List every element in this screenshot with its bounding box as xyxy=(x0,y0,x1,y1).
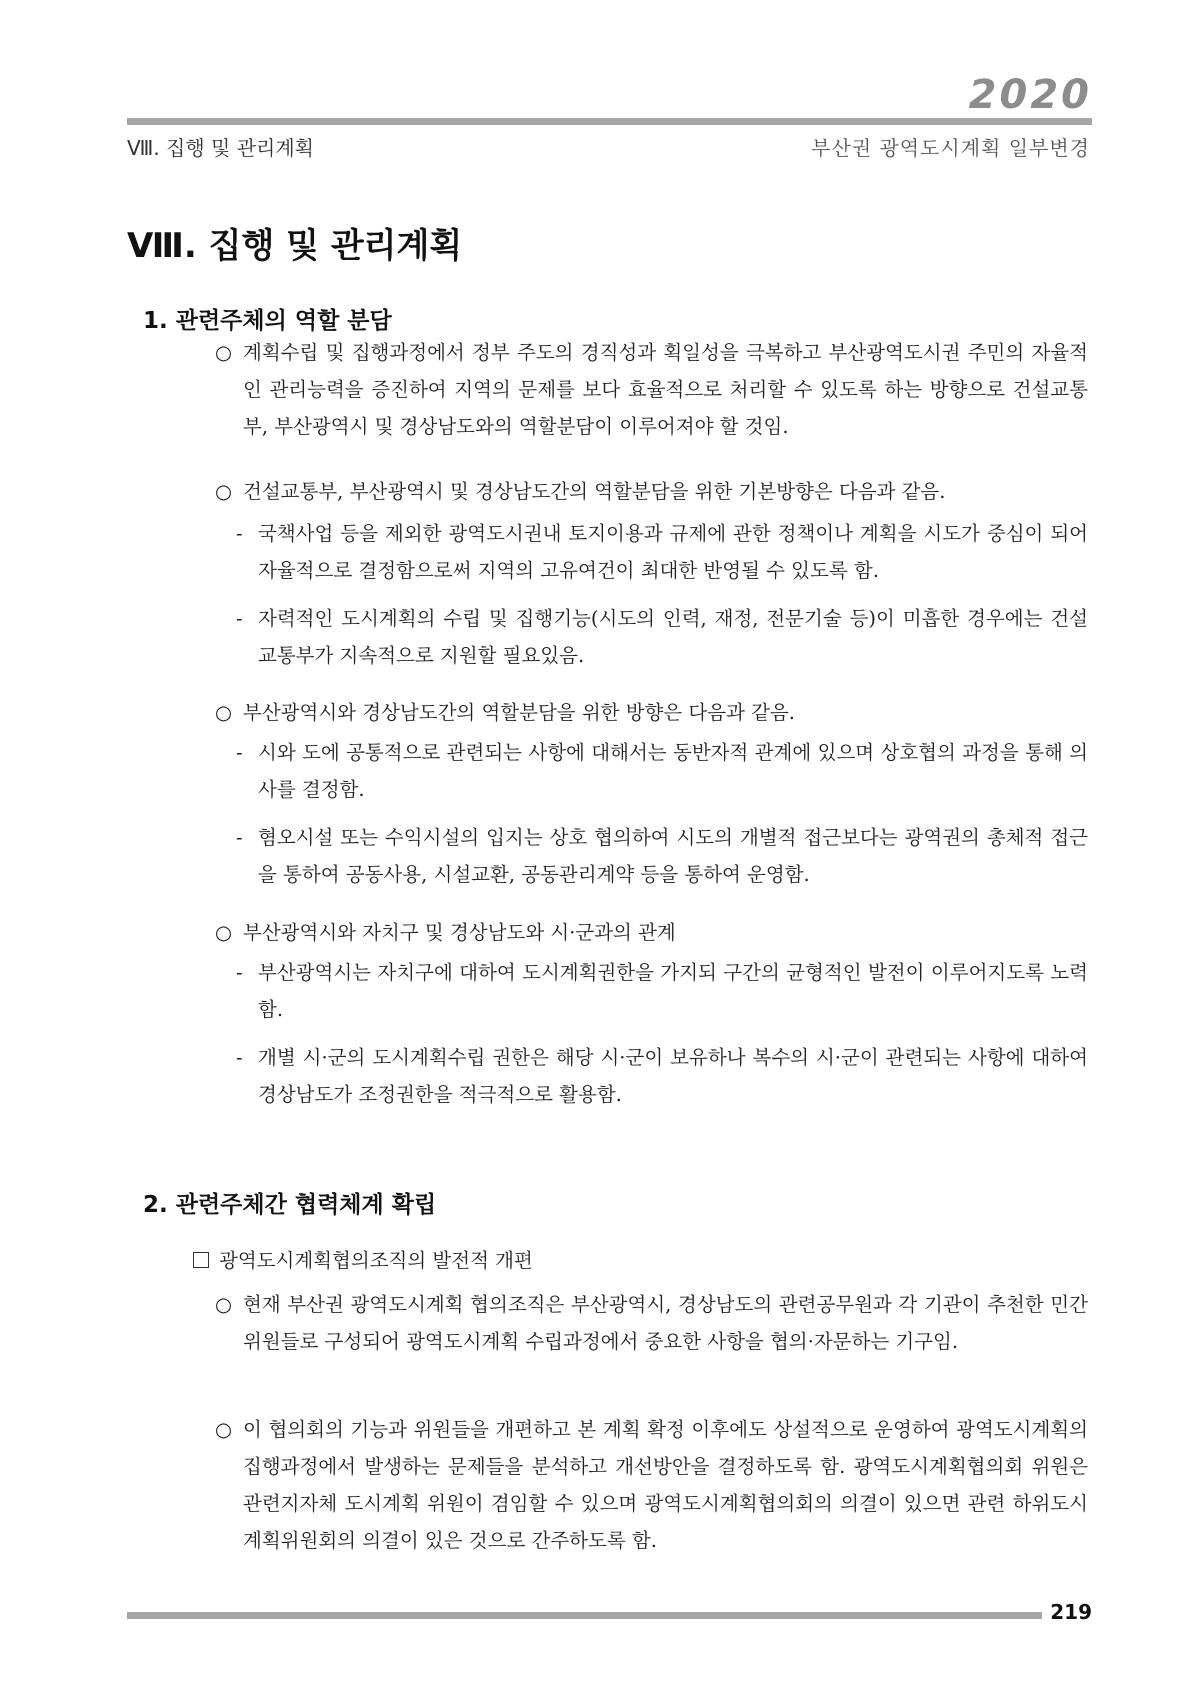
paragraph-text: 건설교통부, 부산광역시 및 경상남도간의 역할분담을 위한 기본방향은 다음과 같음. xyxy=(243,480,946,503)
section-1-paragraph-3-item-2 xyxy=(236,819,1088,893)
paragraph-text: 부산광역시와 경상남도간의 역할분담을 위한 방향은 다음과 같음. xyxy=(243,701,795,724)
dash-bullet: - xyxy=(236,961,243,984)
section-1-paragraph-2 xyxy=(215,473,1088,510)
header-rule xyxy=(127,118,1092,125)
section-1-paragraph-2-item-1 xyxy=(236,515,1088,589)
section-2-title: 2. 관련주체간 협력체계 확립 xyxy=(143,1192,437,1218)
paragraph-text: 부산광역시와 자치구 및 경상남도와 시·군과의 관계 xyxy=(243,921,676,944)
section-1-paragraph-4-item-1 xyxy=(236,954,1088,1028)
paragraph-text: 국책사업 등을 제외한 광역도시권내 토지이용과 규제에 관한 정책이나 계획을 시도가 중심이 되어 자율적으로 결정함으로써 지역의 고유여건이 최대한 반영될 수 있도록 함. xyxy=(258,522,1088,582)
circle-bullet: ○ xyxy=(215,921,233,944)
circle-bullet: ○ xyxy=(215,701,233,724)
paragraph-text: 시와 도에 공통적으로 관련되는 사항에 대해서는 동반자적 관계에 있으며 상호협의 과정을 통해 의사를 결정함. xyxy=(258,741,1088,801)
dash-bullet: - xyxy=(236,826,243,849)
paragraph-text: 계획수립 및 집행과정에서 정부 주도의 경직성과 획일성을 극복하고 부산광역도시권 주민의 자율적인 관리능력을 증진하여 지역의 문제를 보다 효율적으로 처리할 수 있도록 하는 방향으로 건설교통부, 부산광역시 및 경상남도와의 역할분담이 이루어져야 할 것임. xyxy=(243,341,1088,438)
dash-bullet: - xyxy=(236,607,243,630)
circle-bullet: ○ xyxy=(215,480,233,503)
section-1-title: 1. 관련주체의 역할 분담 xyxy=(143,308,392,334)
section-1-paragraph-4 xyxy=(215,914,1088,951)
paragraph-text: 개별 시·군의 도시계획수립 권한은 해당 시·군이 보유하나 복수의 시·군이 관련되는 사항에 대하여 경상남도가 조정권한을 적극적으로 활용함. xyxy=(258,1046,1088,1106)
section-1-paragraph-3-item-1 xyxy=(236,734,1088,808)
document-year: 2020 xyxy=(968,72,1092,118)
square-bullet-icon xyxy=(193,1252,209,1268)
section-1-paragraph-3 xyxy=(215,694,1088,731)
section-1-paragraph-1 xyxy=(215,334,1088,445)
subheading-text: 광역도시계획협의조직의 발전적 개편 xyxy=(219,1249,533,1272)
paragraph-text: 이 협의회의 기능과 위원들을 개편하고 본 계획 확정 이후에도 상설적으로 운영하여 광역도시계획의 집행과정에서 발생하는 문제들을 분석하고 개선방안을 결정하도록 함. 광역도시계획협의회 위원은 관련지자체 도시계획 위원이 겸임할 수 있으며 광역도시계획협의회의 의결이 있으면 관련 하위도시계획위원회의 의결이 있은 것으로 간주하도록 함. xyxy=(243,1418,1088,1552)
running-header-chapter: Ⅷ. 집행 및 관리계획 xyxy=(127,136,315,160)
section-2-paragraph-1 xyxy=(215,1286,1088,1360)
paragraph-text: 혐오시설 또는 수익시설의 입지는 상호 협의하여 시도의 개별적 접근보다는 광역권의 총체적 접근을 통하여 공동사용, 시설교환, 공동관리계약 등을 통하여 운영함. xyxy=(258,826,1088,886)
circle-bullet: ○ xyxy=(215,341,233,364)
paragraph-text: 부산광역시는 자치구에 대하여 도시계획권한을 가지되 구간의 균형적인 발전이 이루어지도록 노력함. xyxy=(258,961,1088,1021)
circle-bullet: ○ xyxy=(215,1418,233,1441)
dash-bullet: - xyxy=(236,522,243,545)
paragraph-text: 자력적인 도시계획의 수립 및 집행기능(시도의 인력, 재정, 전문기술 등)이 미흡한 경우에는 건설교통부가 지속적으로 지원할 필요있음. xyxy=(258,607,1088,667)
footer-rule xyxy=(127,1612,1042,1619)
dash-bullet: - xyxy=(236,1046,243,1069)
section-2-subheading xyxy=(193,1242,533,1279)
dash-bullet: - xyxy=(236,741,243,764)
paragraph-text: 현재 부산권 광역도시계획 협의조직은 부산광역시, 경상남도의 관련공무원과 각 기관이 추천한 민간위원들로 구성되어 광역도시계획 수립과정에서 중요한 사항을 협의·자문하는 기구임. xyxy=(243,1293,1088,1353)
circle-bullet: ○ xyxy=(215,1293,233,1316)
chapter-title: Ⅷ. 집행 및 관리계획 xyxy=(127,226,463,266)
section-1-paragraph-4-item-2 xyxy=(236,1039,1088,1113)
section-1-paragraph-2-item-2 xyxy=(236,600,1088,674)
section-2-paragraph-2 xyxy=(215,1411,1088,1559)
running-header-document-title: 부산권 광역도시계획 일부변경 xyxy=(811,136,1090,160)
page-number: 219 xyxy=(1050,1600,1092,1624)
